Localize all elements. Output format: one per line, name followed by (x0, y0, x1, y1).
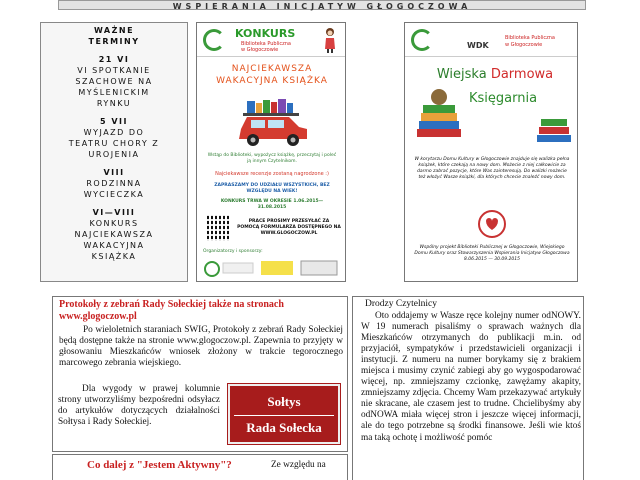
contest-period: KONKURS TRWA W OKRESIE 1.06.2015—31.08.2015 (220, 199, 324, 210)
bookshop-footer: Wspólny projekt Biblioteki Publicznej w Głogoczowie, Wiejskiego Domu Kultury oraz Stowarzyszenia Wspierania Inicjatyw Głogoczowa 8.06.2015 — 30.09.2015 (414, 245, 570, 262)
library-name (505, 35, 555, 49)
swig-logo-icon (411, 29, 433, 51)
contest-submit: PRACE PROSIMY PRZESYŁAĆ ZA POMOCĄ FORMULARZA DOSTĘPNEGO NA WWW.GLOGOCZOW.PL (237, 219, 341, 236)
sponsor-logos (203, 255, 341, 279)
contest-everyone: ZAPRASZAMY DO UDZIAŁU WSZYSTKICH, BEZ WZGLĘDU NA WIEK! (214, 183, 330, 194)
event-line: NAJCIEKAWSZA (74, 230, 154, 239)
library-line: Biblioteka Publiczna (505, 35, 555, 41)
event-line: VI SPOTKANIE (77, 66, 151, 75)
terms-heading-2: TERMINY (88, 37, 140, 46)
title-word-wiejska: Wiejska (436, 67, 487, 82)
sign-top-text: Sołtys (267, 394, 301, 409)
wdk-logo: WDK (467, 41, 489, 50)
terms-heading-1: WAŻNE (93, 26, 135, 35)
event-date: VIII (103, 168, 125, 177)
event-line: UROJENIA (88, 150, 140, 159)
title-word-darmowa: Darmowa (490, 67, 554, 82)
hearts-logo-icon (475, 209, 509, 239)
library-line: w Głogoczowie (505, 42, 543, 48)
sign-bottom-text: Rada Sołecka (246, 420, 322, 435)
article-paragraph-2: Dla wygody w prawej kolumnie strony utworzyliśmy bezpośredni odsyłacz do artykułów dotyczących działalności Sołtysa i Rady Sołeckiej. (58, 384, 220, 427)
library-name (241, 41, 291, 53)
contest-poster (196, 22, 346, 282)
car-with-books-illustration (233, 99, 313, 149)
event-line: KONKURS (89, 219, 139, 228)
article-jestem-aktywny (52, 454, 348, 480)
library-line: Biblioteka Publiczna (241, 41, 291, 47)
library-line: w Głogoczowie (241, 47, 279, 53)
free-bookshop-poster (404, 22, 578, 282)
contest-title: KONKURS (235, 27, 296, 40)
editorial-letter (352, 296, 584, 480)
title-word-ksiegarnia: Księgarnia (469, 91, 538, 106)
book-stack-illustration (413, 85, 465, 141)
bookshop-header (405, 23, 577, 57)
headline-line: WAKACYJNA KSIĄŻKA (216, 76, 328, 86)
event-line: RYNKU (96, 99, 132, 108)
contest-invite: Wstąp do Biblioteki, wypożycz książkę, przeczytaj i poleć ją innym Czytelnikom. (207, 153, 337, 164)
books-icon (535, 115, 573, 145)
swig-logo-icon (203, 29, 225, 51)
motto: WSPIERANIA INICJATYW GŁOGOCZOWA (172, 2, 472, 11)
article-title: Protokoły z zebrań Rady Sołeckiej także na stronach www.glogoczow.pl (59, 299, 284, 322)
contest-award: Najciekawsze recenzje zostaną nagrodzone :) (215, 171, 329, 177)
event-line: SZACHOWE NA (75, 77, 153, 86)
event-date: VI—VIII (92, 208, 136, 217)
event-line: RODZINNA (86, 179, 142, 188)
event-line: WYCIECZKA (83, 190, 145, 199)
article-paragraph: Po wieloletnich staraniach SWIG, Protokoły z zebrań Rady Sołeckiej będą dostępne także na stronie www.glogoczow.pl. Zapewnia to przyjęty w głosowaniu Mieszkańców wniosek złożony w trakcie tegorocznego marcowego zebrania wiejskiego. (59, 325, 343, 368)
bookshop-body: W korytarzu Domu Kultury w Głogoczowie znajduje się walizka pełna książek, które czekają na nowy dom. Możecie z niej całkowicie za darmo zabrać pozycje, które Was zainteresują. Do walizki możecie też włożyć Wasze książki, dla których chcecie znaleźć nowy dom. (414, 157, 570, 180)
letter-greeting: Drodzy Czytelnicy (365, 299, 438, 309)
headline-line: NAJCIEKAWSZA (231, 64, 313, 74)
contest-header (197, 23, 345, 57)
sign-divider (234, 415, 334, 416)
article-text: Ze względu na (271, 460, 326, 470)
bookshop-title-line1 (415, 67, 575, 82)
event-line: WAKACYJNA (83, 241, 145, 250)
article-title: Co dalej z "Jestem Aktywny"? (87, 459, 232, 471)
event-date: 5 VII (100, 117, 128, 126)
soltys-sign-image (228, 384, 340, 444)
event-line: TEATRU CHORY Z (68, 139, 160, 148)
event-line: WYJAZD DO (83, 128, 145, 137)
letter-body: Oto oddajemy w Wasze ręce kolejny numer odNOWY. W 19 numerach pisaliśmy o sprawach ważnych dla Mieszkańców otrzymanych do publikacji m.in. od przyjaciół, sympatyków i przedstawicieli organizacji i instytucji. Z numeru na numer borykamy się z brakiem miejsca i musimy czynić zabiegi aby go wygospodarować więcej, np. zmniejszamy czcionkę, zawężamy akapity, zmniejszamy zdjęcia. Chcemy Wam przekazywać artykuły nie skracane, ale czasem jest to trudne. Chcielibyśmy aby odNOWA miała więcej stron i jeszcze więcej informacji, ale do tego potrzebne są środki finansowe. Jeśli wie ktoś ma taką ochotę i możliwość pomóc (361, 311, 581, 443)
contest-headline (209, 63, 335, 97)
qr-code-overlay (207, 215, 231, 241)
event-line: MYŚLENICKIM (78, 88, 150, 97)
event-line: KSIĄŻKA (91, 252, 137, 261)
girl-reading-icon (323, 27, 337, 53)
important-dates-box (40, 22, 188, 282)
sponsors-label: Organizatorzy i sponsorzy: (203, 249, 263, 254)
event-date: 21 VI (98, 55, 130, 64)
